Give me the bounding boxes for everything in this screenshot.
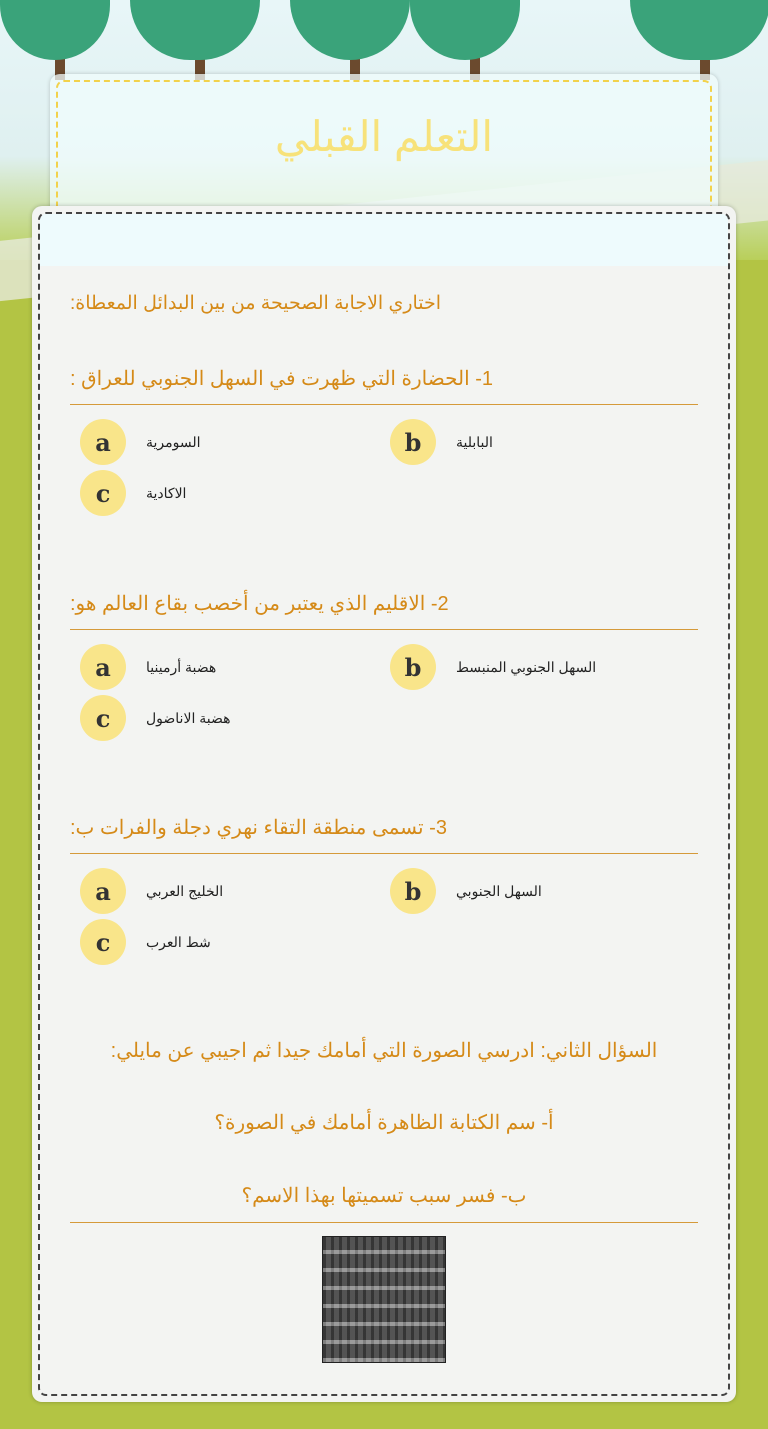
question-3: 3- تسمى منطقة التقاء نهري دجلة والفرات ب: — [70, 817, 447, 839]
option-letter: b — [390, 644, 436, 690]
option-2b[interactable] — [390, 644, 596, 690]
option-letter: a — [80, 868, 126, 914]
cuneiform-tablet-image — [322, 1236, 446, 1363]
option-letter: c — [80, 695, 126, 741]
option-3b[interactable] — [390, 868, 542, 914]
title-banner — [50, 74, 718, 224]
second-question-a: أ- سم الكتابة الظاهرة أمامك في الصورة؟ — [214, 1112, 554, 1134]
instructions: اختاري الاجابة الصحيحة من بين البدائل المعطاة: — [70, 293, 442, 314]
option-label: السومرية — [146, 433, 201, 450]
option-letter: b — [390, 419, 436, 465]
second-question-b: ب- فسر سبب تسميتها بهذا الاسم؟ — [241, 1185, 527, 1207]
option-2a[interactable] — [80, 644, 216, 690]
option-label: السهل الجنوبي — [456, 882, 542, 899]
page-title: التعلم القبلي — [274, 113, 494, 160]
option-label: هضبة الاناضول — [146, 709, 231, 726]
option-2c[interactable] — [80, 695, 230, 741]
option-label: هضبة أرمينيا — [146, 658, 217, 675]
option-1c[interactable] — [80, 470, 186, 516]
option-label: السهل الجنوبي المنبسط — [456, 658, 597, 675]
second-question-heading: السؤال الثاني: ادرسي الصورة التي أمامك جيدا ثم اجيبي عن مايلي: — [110, 1040, 658, 1062]
question-1: 1- الحضارة التي ظهرت في السهل الجنوبي للعراق : — [70, 368, 494, 390]
option-letter: a — [80, 419, 126, 465]
option-3c[interactable] — [80, 919, 211, 965]
option-label: البابلية — [456, 433, 493, 450]
option-label: الخليج العربي — [146, 882, 224, 899]
option-label: الاكادية — [146, 484, 187, 501]
option-letter: c — [80, 470, 126, 516]
option-3a[interactable] — [80, 868, 223, 914]
option-1b[interactable] — [390, 419, 493, 465]
option-1a[interactable] — [80, 419, 201, 465]
option-letter: c — [80, 919, 126, 965]
worksheet-card — [32, 206, 736, 1402]
option-label: شط العرب — [146, 933, 211, 950]
option-letter: b — [390, 868, 436, 914]
question-2: 2- الاقليم الذي يعتبر من أخصب بقاع العالم هو: — [70, 593, 449, 615]
option-letter: a — [80, 644, 126, 690]
